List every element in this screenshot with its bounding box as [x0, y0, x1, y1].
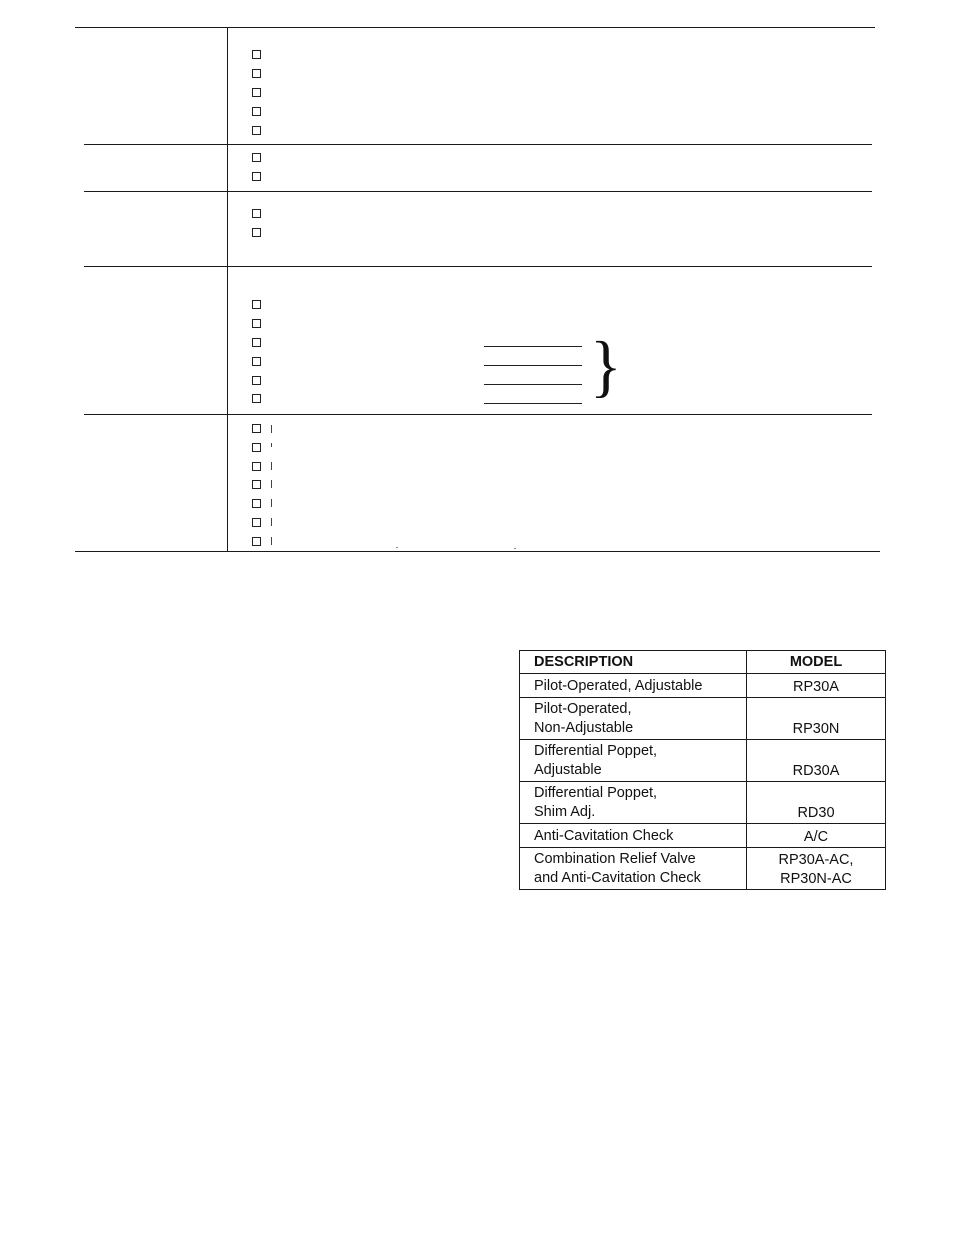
- checkbox[interactable]: [252, 338, 261, 347]
- model-cell: [747, 740, 886, 782]
- model-cell: [747, 824, 886, 848]
- checkbox[interactable]: [252, 394, 261, 403]
- scan-speck: [396, 547, 398, 548]
- description-line: Differential Poppet,: [534, 743, 658, 759]
- table-row: [520, 698, 886, 740]
- checkbox[interactable]: [252, 50, 261, 59]
- table-row: [520, 848, 886, 890]
- checkbox[interactable]: [252, 88, 261, 97]
- grouping-brace: }: [590, 328, 622, 405]
- checkbox[interactable]: [252, 357, 261, 366]
- section-divider-4: [84, 414, 872, 415]
- checkbox[interactable]: [252, 209, 261, 218]
- checkbox[interactable]: [252, 126, 261, 135]
- checkbox[interactable]: [252, 107, 261, 116]
- model-cell: [747, 782, 886, 824]
- checkbox[interactable]: [252, 537, 261, 546]
- blank-field[interactable]: [484, 365, 582, 366]
- description-line: Pilot-Operated, Adjustable: [534, 678, 703, 694]
- description-cell: [520, 848, 747, 890]
- model-line: RD30: [797, 805, 835, 821]
- checkbox[interactable]: [252, 518, 261, 527]
- checkbox[interactable]: [252, 300, 261, 309]
- model-cell: [747, 848, 886, 890]
- description-line: Combination Relief Valve: [534, 851, 696, 867]
- blank-field[interactable]: [484, 346, 582, 347]
- model-cell: [747, 674, 886, 698]
- checkbox[interactable]: [252, 376, 261, 385]
- checkbox[interactable]: [252, 319, 261, 328]
- truncated-text-mark: [271, 443, 272, 447]
- model-table: [519, 650, 886, 890]
- description-line: Anti-Cavitation Check: [534, 828, 674, 844]
- description-column-header: DESCRIPTION: [520, 651, 747, 674]
- table-header-row: [520, 651, 886, 674]
- description-line: Differential Poppet,: [534, 785, 658, 801]
- form-top-rule: [75, 27, 875, 28]
- form-bottom-rule: [75, 551, 880, 552]
- description-line: Adjustable: [534, 762, 602, 778]
- description-cell: [520, 674, 747, 698]
- section-divider-3: [84, 266, 872, 267]
- checkbox[interactable]: [252, 69, 261, 78]
- checkbox[interactable]: [252, 228, 261, 237]
- truncated-text-mark: [271, 462, 272, 470]
- description-cell: [520, 698, 747, 740]
- table-row: [520, 740, 886, 782]
- truncated-text-mark: [271, 480, 272, 488]
- checkbox[interactable]: [252, 424, 261, 433]
- model-line: RD30A: [792, 763, 840, 779]
- table-row: [520, 824, 886, 848]
- checkbox[interactable]: [252, 172, 261, 181]
- description-line: Shim Adj.: [534, 804, 596, 820]
- blank-field[interactable]: [484, 403, 582, 404]
- model-line: RP30A-AC,: [778, 852, 854, 868]
- blank-field[interactable]: [484, 384, 582, 385]
- model-line: A/C: [803, 829, 829, 845]
- model-cell: [747, 698, 886, 740]
- model-line: RP30A: [793, 679, 839, 695]
- table-row: [520, 674, 886, 698]
- truncated-text-mark: [271, 518, 272, 526]
- truncated-text-mark: [271, 499, 272, 507]
- description-cell: [520, 740, 747, 782]
- model-line: RP30N-AC: [780, 871, 852, 887]
- checkbox[interactable]: [252, 480, 261, 489]
- column-divider: [227, 27, 228, 551]
- section-divider-1: [84, 144, 872, 145]
- model-column-header: MODEL: [747, 651, 886, 674]
- description-line: Pilot-Operated,: [534, 701, 632, 717]
- description-line: and Anti-Cavitation Check: [534, 870, 701, 886]
- description-line: Non-Adjustable: [534, 720, 634, 736]
- description-cell: [520, 824, 747, 848]
- section-divider-2: [84, 191, 872, 192]
- model-line: RP30N: [792, 721, 840, 737]
- scan-speck: [514, 548, 516, 549]
- description-cell: [520, 782, 747, 824]
- table-row: [520, 782, 886, 824]
- checkbox[interactable]: [252, 443, 261, 452]
- checkbox[interactable]: [252, 462, 261, 471]
- checkbox[interactable]: [252, 153, 261, 162]
- truncated-text-mark: [271, 425, 272, 433]
- checkbox[interactable]: [252, 499, 261, 508]
- truncated-text-mark: [271, 537, 272, 545]
